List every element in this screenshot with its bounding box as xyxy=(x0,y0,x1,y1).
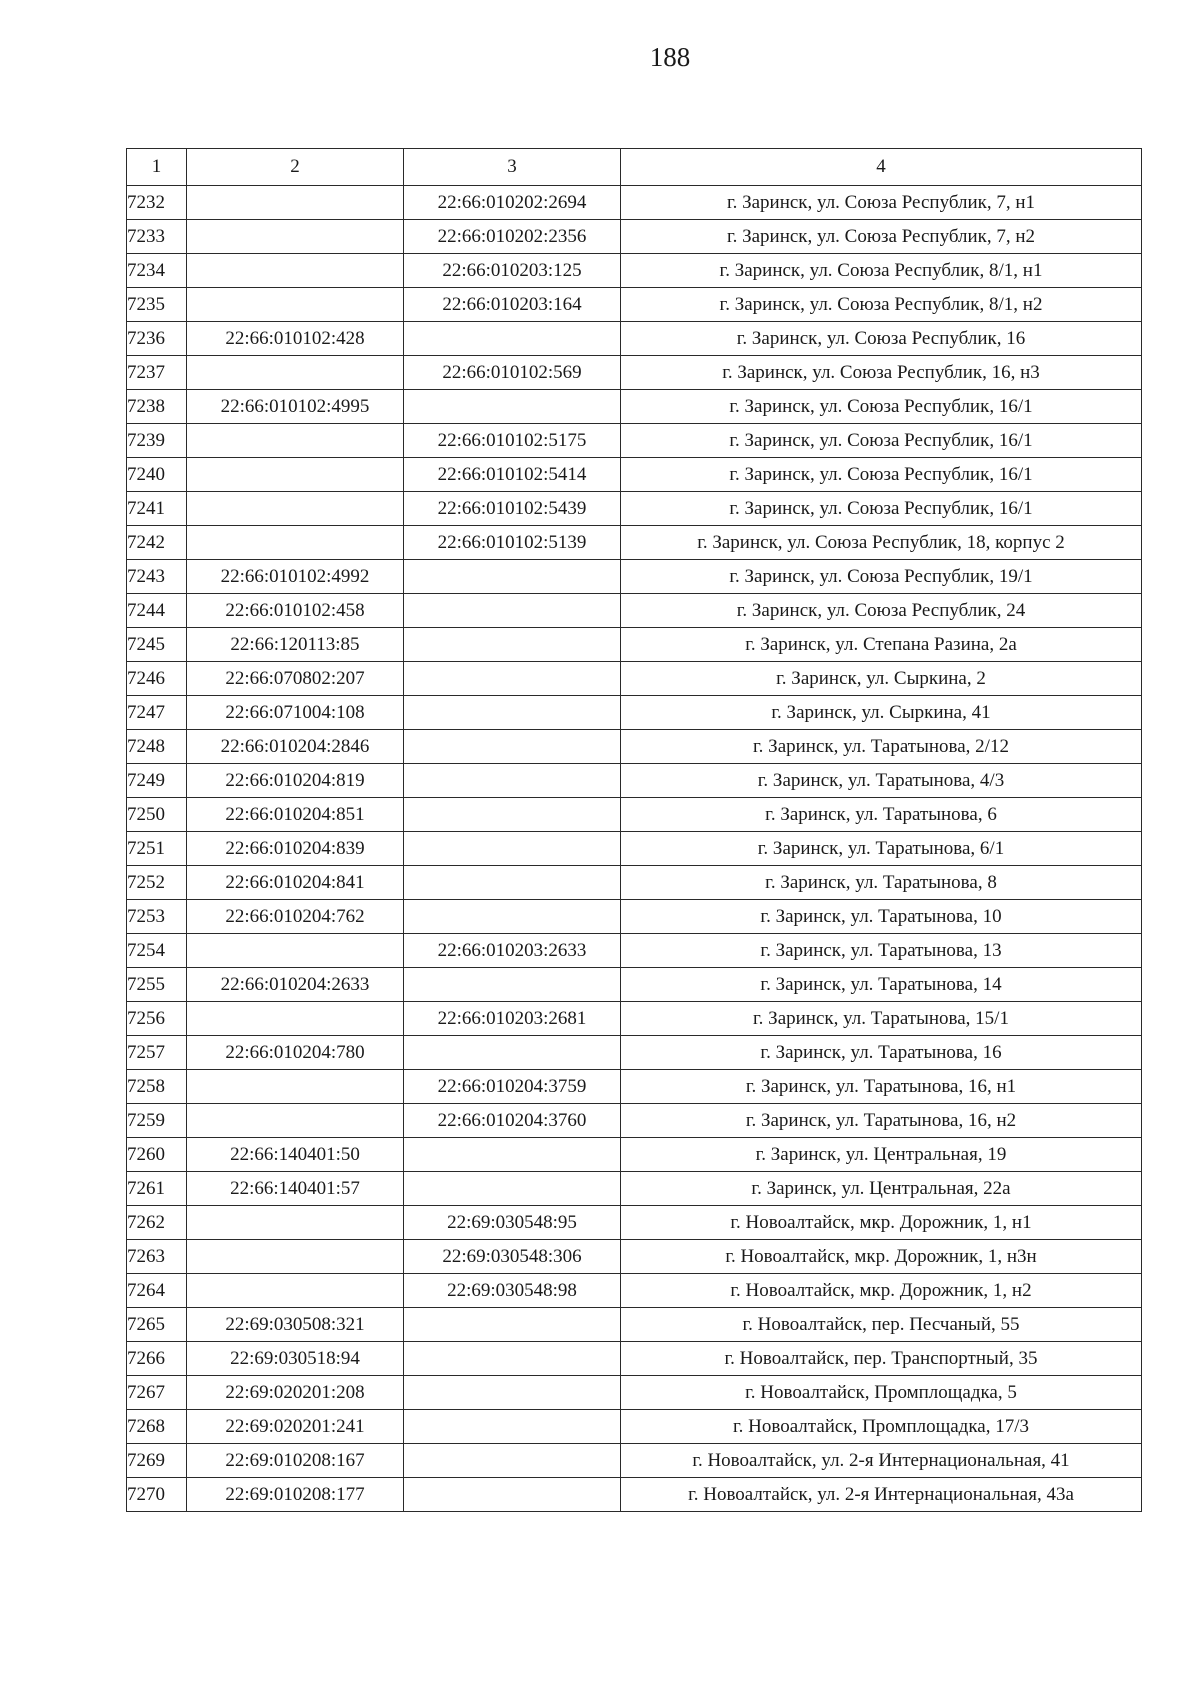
address-cell: г. Заринск, ул. Таратынова, 13 xyxy=(621,934,1142,968)
row-number-cell: 7258 xyxy=(127,1070,187,1104)
cadastral-number-cell xyxy=(404,1172,621,1206)
cadastral-number-cell xyxy=(404,764,621,798)
row-number-cell: 7249 xyxy=(127,764,187,798)
table-row xyxy=(127,1274,1142,1308)
cadastral-number-cell xyxy=(404,628,621,662)
cadastral-number-cell: 22:69:020201:208 xyxy=(187,1376,404,1410)
table-row xyxy=(127,1376,1142,1410)
row-number-cell: 7247 xyxy=(127,696,187,730)
table-row xyxy=(127,458,1142,492)
row-number-cell: 7252 xyxy=(127,866,187,900)
table-row xyxy=(127,764,1142,798)
cadastral-number-cell: 22:69:010208:167 xyxy=(187,1444,404,1478)
address-cell: г. Заринск, ул. Таратынова, 15/1 xyxy=(621,1002,1142,1036)
row-number-cell: 7241 xyxy=(127,492,187,526)
cadastral-number-cell xyxy=(404,696,621,730)
row-number-cell: 7232 xyxy=(127,186,187,220)
address-cell: г. Новоалтайск, мкр. Дорожник, 1, н1 xyxy=(621,1206,1142,1240)
row-number-cell: 7270 xyxy=(127,1478,187,1512)
row-number-cell: 7245 xyxy=(127,628,187,662)
cadastral-number-cell: 22:66:140401:57 xyxy=(187,1172,404,1206)
table-row xyxy=(127,356,1142,390)
row-number-cell: 7262 xyxy=(127,1206,187,1240)
table-row xyxy=(127,322,1142,356)
cadastral-number-cell: 22:66:120113:85 xyxy=(187,628,404,662)
cadastral-number-cell xyxy=(187,1206,404,1240)
row-number-cell: 7254 xyxy=(127,934,187,968)
cadastral-number-cell: 22:66:010204:851 xyxy=(187,798,404,832)
row-number-cell: 7233 xyxy=(127,220,187,254)
cadastral-number-cell: 22:66:010202:2356 xyxy=(404,220,621,254)
cadastral-number-cell xyxy=(404,390,621,424)
row-number-cell: 7234 xyxy=(127,254,187,288)
cadastral-number-cell: 22:66:010203:2633 xyxy=(404,934,621,968)
row-number-cell: 7256 xyxy=(127,1002,187,1036)
cadastral-number-cell: 22:66:010204:2846 xyxy=(187,730,404,764)
address-cell: г. Новоалтайск, пер. Песчаный, 55 xyxy=(621,1308,1142,1342)
address-cell: г. Заринск, ул. Союза Республик, 24 xyxy=(621,594,1142,628)
table-row xyxy=(127,424,1142,458)
table-row xyxy=(127,526,1142,560)
table-row xyxy=(127,1002,1142,1036)
row-number-cell: 7238 xyxy=(127,390,187,424)
cadastral-number-cell: 22:66:010203:2681 xyxy=(404,1002,621,1036)
cadastral-number-cell: 22:69:030518:94 xyxy=(187,1342,404,1376)
address-cell: г. Новоалтайск, мкр. Дорожник, 1, н2 xyxy=(621,1274,1142,1308)
cadastral-number-cell: 22:66:010102:458 xyxy=(187,594,404,628)
address-cell: г. Заринск, ул. Союза Республик, 16/1 xyxy=(621,492,1142,526)
row-number-cell: 7259 xyxy=(127,1104,187,1138)
table-row xyxy=(127,1308,1142,1342)
cadastral-number-cell: 22:66:010204:839 xyxy=(187,832,404,866)
table-row xyxy=(127,492,1142,526)
cadastral-number-cell: 22:66:010204:780 xyxy=(187,1036,404,1070)
row-number-cell: 7251 xyxy=(127,832,187,866)
table-row xyxy=(127,696,1142,730)
column-header-2: 2 xyxy=(187,149,404,186)
cadastral-number-cell xyxy=(187,1240,404,1274)
cadastral-number-cell xyxy=(187,1274,404,1308)
table-header-row xyxy=(127,149,1142,186)
table-row xyxy=(127,390,1142,424)
table-row xyxy=(127,186,1142,220)
address-cell: г. Заринск, ул. Союза Республик, 8/1, н1 xyxy=(621,254,1142,288)
cadastral-number-cell xyxy=(187,458,404,492)
row-number-cell: 7255 xyxy=(127,968,187,1002)
table-row xyxy=(127,288,1142,322)
address-cell: г. Заринск, ул. Сыркина, 2 xyxy=(621,662,1142,696)
table-row xyxy=(127,628,1142,662)
address-cell: г. Заринск, ул. Таратынова, 8 xyxy=(621,866,1142,900)
row-number-cell: 7267 xyxy=(127,1376,187,1410)
row-number-cell: 7243 xyxy=(127,560,187,594)
address-cell: г. Заринск, ул. Таратынова, 10 xyxy=(621,900,1142,934)
table-row xyxy=(127,560,1142,594)
cadastral-number-cell: 22:69:030548:98 xyxy=(404,1274,621,1308)
cadastral-number-cell: 22:66:010204:819 xyxy=(187,764,404,798)
row-number-cell: 7261 xyxy=(127,1172,187,1206)
table-row xyxy=(127,1444,1142,1478)
cadastral-number-cell: 22:66:010202:2694 xyxy=(404,186,621,220)
row-number-cell: 7237 xyxy=(127,356,187,390)
cadastral-number-cell: 22:66:010102:5139 xyxy=(404,526,621,560)
table-row xyxy=(127,1410,1142,1444)
cadastral-number-cell xyxy=(404,594,621,628)
table-row xyxy=(127,832,1142,866)
cadastral-number-cell: 22:66:071004:108 xyxy=(187,696,404,730)
cadastral-number-cell xyxy=(187,934,404,968)
property-table xyxy=(126,148,1142,1512)
cadastral-number-cell xyxy=(404,1444,621,1478)
address-cell: г. Заринск, ул. Степана Разина, 2а xyxy=(621,628,1142,662)
row-number-cell: 7263 xyxy=(127,1240,187,1274)
address-cell: г. Заринск, ул. Центральная, 19 xyxy=(621,1138,1142,1172)
address-cell: г. Новоалтайск, ул. 2-я Интернациональная, 41 xyxy=(621,1444,1142,1478)
table-row xyxy=(127,730,1142,764)
cadastral-number-cell: 22:66:140401:50 xyxy=(187,1138,404,1172)
address-cell: г. Заринск, ул. Союза Республик, 16, н3 xyxy=(621,356,1142,390)
row-number-cell: 7268 xyxy=(127,1410,187,1444)
table-row xyxy=(127,798,1142,832)
address-cell: г. Заринск, ул. Таратынова, 16, н2 xyxy=(621,1104,1142,1138)
table-row xyxy=(127,1172,1142,1206)
cadastral-number-cell xyxy=(404,866,621,900)
row-number-cell: 7236 xyxy=(127,322,187,356)
address-cell: г. Заринск, ул. Союза Республик, 18, корпус 2 xyxy=(621,526,1142,560)
cadastral-number-cell xyxy=(187,220,404,254)
cadastral-number-cell xyxy=(187,526,404,560)
row-number-cell: 7260 xyxy=(127,1138,187,1172)
cadastral-number-cell xyxy=(404,560,621,594)
table-row xyxy=(127,866,1142,900)
cadastral-number-cell: 22:69:030508:321 xyxy=(187,1308,404,1342)
cadastral-number-cell: 22:66:010203:164 xyxy=(404,288,621,322)
table-row xyxy=(127,594,1142,628)
cadastral-number-cell xyxy=(404,1036,621,1070)
row-number-cell: 7240 xyxy=(127,458,187,492)
cadastral-number-cell: 22:66:010102:5175 xyxy=(404,424,621,458)
cadastral-number-cell xyxy=(404,662,621,696)
row-number-cell: 7248 xyxy=(127,730,187,764)
table-row xyxy=(127,1342,1142,1376)
table-row xyxy=(127,220,1142,254)
cadastral-number-cell: 22:66:010102:5414 xyxy=(404,458,621,492)
table-row xyxy=(127,662,1142,696)
address-cell: г. Заринск, ул. Таратынова, 14 xyxy=(621,968,1142,1002)
cadastral-number-cell xyxy=(404,832,621,866)
table-row xyxy=(127,934,1142,968)
cadastral-number-cell xyxy=(187,1070,404,1104)
address-cell: г. Заринск, ул. Союза Республик, 16 xyxy=(621,322,1142,356)
cadastral-number-cell: 22:69:030548:95 xyxy=(404,1206,621,1240)
address-cell: г. Заринск, ул. Союза Республик, 16/1 xyxy=(621,390,1142,424)
cadastral-number-cell: 22:69:020201:241 xyxy=(187,1410,404,1444)
cadastral-number-cell xyxy=(404,322,621,356)
row-number-cell: 7264 xyxy=(127,1274,187,1308)
table-row xyxy=(127,1138,1142,1172)
row-number-cell: 7246 xyxy=(127,662,187,696)
row-number-cell: 7266 xyxy=(127,1342,187,1376)
cadastral-number-cell xyxy=(404,900,621,934)
cadastral-number-cell: 22:66:010204:2633 xyxy=(187,968,404,1002)
cadastral-number-cell: 22:66:010102:428 xyxy=(187,322,404,356)
table-row xyxy=(127,900,1142,934)
cadastral-number-cell xyxy=(187,1002,404,1036)
address-cell: г. Заринск, ул. Таратынова, 6/1 xyxy=(621,832,1142,866)
cadastral-number-cell: 22:66:010102:4995 xyxy=(187,390,404,424)
address-cell: г. Заринск, ул. Таратынова, 16, н1 xyxy=(621,1070,1142,1104)
row-number-cell: 7257 xyxy=(127,1036,187,1070)
cadastral-number-cell xyxy=(187,1104,404,1138)
column-header-4: 4 xyxy=(621,149,1142,186)
cadastral-number-cell xyxy=(404,1342,621,1376)
address-cell: г. Заринск, ул. Таратынова, 6 xyxy=(621,798,1142,832)
column-header-3: 3 xyxy=(404,149,621,186)
cadastral-number-cell: 22:66:070802:207 xyxy=(187,662,404,696)
row-number-cell: 7269 xyxy=(127,1444,187,1478)
address-cell: г. Новоалтайск, Промплощадка, 5 xyxy=(621,1376,1142,1410)
address-cell: г. Заринск, ул. Союза Республик, 7, н2 xyxy=(621,220,1142,254)
cadastral-number-cell xyxy=(187,424,404,458)
row-number-cell: 7244 xyxy=(127,594,187,628)
table-row xyxy=(127,1478,1142,1512)
row-number-cell: 7265 xyxy=(127,1308,187,1342)
table-row xyxy=(127,254,1142,288)
cadastral-number-cell xyxy=(404,1478,621,1512)
address-cell: г. Новоалтайск, пер. Транспортный, 35 xyxy=(621,1342,1142,1376)
cadastral-number-cell xyxy=(404,1138,621,1172)
address-cell: г. Заринск, ул. Союза Республик, 7, н1 xyxy=(621,186,1142,220)
address-cell: г. Заринск, ул. Сыркина, 41 xyxy=(621,696,1142,730)
cadastral-number-cell xyxy=(404,1410,621,1444)
cadastral-number-cell: 22:66:010204:3759 xyxy=(404,1070,621,1104)
cadastral-number-cell xyxy=(187,254,404,288)
address-cell: г. Заринск, ул. Центральная, 22а xyxy=(621,1172,1142,1206)
address-cell: г. Новоалтайск, мкр. Дорожник, 1, н3н xyxy=(621,1240,1142,1274)
address-cell: г. Заринск, ул. Союза Республик, 8/1, н2 xyxy=(621,288,1142,322)
row-number-cell: 7235 xyxy=(127,288,187,322)
cadastral-number-cell xyxy=(187,492,404,526)
cadastral-number-cell xyxy=(404,1376,621,1410)
cadastral-number-cell: 22:66:010204:841 xyxy=(187,866,404,900)
cadastral-number-cell xyxy=(187,288,404,322)
cadastral-number-cell: 22:66:010204:3760 xyxy=(404,1104,621,1138)
row-number-cell: 7239 xyxy=(127,424,187,458)
row-number-cell: 7242 xyxy=(127,526,187,560)
address-cell: г. Заринск, ул. Таратынова, 4/3 xyxy=(621,764,1142,798)
address-cell: г. Новоалтайск, Промплощадка, 17/3 xyxy=(621,1410,1142,1444)
table-row xyxy=(127,1070,1142,1104)
address-cell: г. Заринск, ул. Союза Республик, 16/1 xyxy=(621,424,1142,458)
table-row xyxy=(127,1240,1142,1274)
address-cell: г. Заринск, ул. Таратынова, 2/12 xyxy=(621,730,1142,764)
cadastral-number-cell xyxy=(187,356,404,390)
address-cell: г. Заринск, ул. Таратынова, 16 xyxy=(621,1036,1142,1070)
cadastral-number-cell xyxy=(404,730,621,764)
address-cell: г. Заринск, ул. Союза Республик, 16/1 xyxy=(621,458,1142,492)
cadastral-number-cell xyxy=(404,1308,621,1342)
address-cell: г. Новоалтайск, ул. 2-я Интернациональная, 43а xyxy=(621,1478,1142,1512)
cadastral-number-cell: 22:66:010102:4992 xyxy=(187,560,404,594)
cadastral-number-cell xyxy=(404,798,621,832)
table-row xyxy=(127,1104,1142,1138)
row-number-cell: 7253 xyxy=(127,900,187,934)
table-row xyxy=(127,968,1142,1002)
column-header-1: 1 xyxy=(127,149,187,186)
cadastral-number-cell: 22:66:010203:125 xyxy=(404,254,621,288)
cadastral-number-cell: 22:66:010204:762 xyxy=(187,900,404,934)
row-number-cell: 7250 xyxy=(127,798,187,832)
cadastral-number-cell: 22:66:010102:569 xyxy=(404,356,621,390)
cadastral-number-cell xyxy=(404,968,621,1002)
table-row xyxy=(127,1036,1142,1070)
cadastral-number-cell: 22:69:030548:306 xyxy=(404,1240,621,1274)
address-cell: г. Заринск, ул. Союза Республик, 19/1 xyxy=(621,560,1142,594)
cadastral-number-cell: 22:69:010208:177 xyxy=(187,1478,404,1512)
page-number: 188 xyxy=(649,42,691,72)
cadastral-number-cell: 22:66:010102:5439 xyxy=(404,492,621,526)
table-row xyxy=(127,1206,1142,1240)
cadastral-number-cell xyxy=(187,186,404,220)
